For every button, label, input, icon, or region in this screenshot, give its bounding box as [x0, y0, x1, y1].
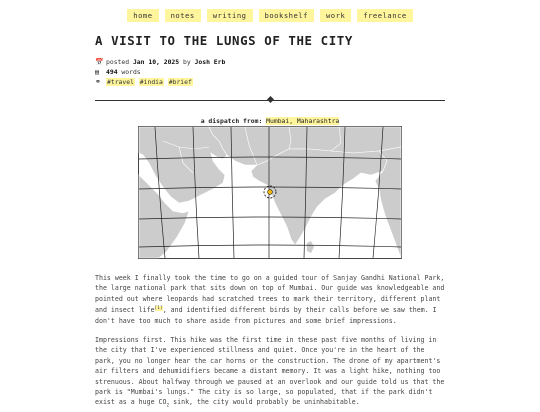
dispatch-line	[0, 117, 540, 125]
by-word: by	[182, 58, 191, 66]
nav-bookshelf[interactable]: bookshelf	[259, 9, 314, 22]
word-count-line	[95, 68, 141, 76]
p1-text-b: , and identified different birds by their calls before we saw them. I don't have too much to share aside from pictures and some brief impressions.	[95, 306, 437, 325]
nav-writing[interactable]: writing	[207, 9, 253, 22]
post-date: Jan 10, 2025	[132, 58, 180, 66]
p1-text-a: This week I finally took the time to go on a guided tour of Sanjay Gandhi National Park, the large national park that sits down on top of Mumbai. Our guide was knowledgeable and pointed out where leopards had scratched trees to mark their territory, different plant and insect life	[95, 274, 445, 315]
p2-text-a: Impressions first. This hike was the first time in these past five months of living in the city that I've experienced stillness and quiet. Once you're in the heart of the park, you no longer hear the car horns or the construction. The drone of my apartment's air filters and dehumidifiers became a distant memory. It was a light hike, nothing too strenuous. About halfway through we paused at an overlook and our guide told us that the park is "Mumbai's lungs." The city is so large, so populated, that if the park didn't exist as a huge CO	[95, 336, 445, 407]
tag-icon: ⚭	[95, 78, 101, 86]
tags-line	[95, 78, 193, 86]
posted-prefix: posted	[106, 58, 130, 66]
dispatch-label: a dispatch from:	[200, 117, 263, 125]
nav-freelance[interactable]: freelance	[357, 9, 412, 22]
co2-subscript: 2	[166, 403, 170, 409]
dispatch-location: Mumbai, Maharashtra	[266, 117, 340, 125]
document-icon: ▤	[95, 68, 100, 76]
words-label: words	[121, 68, 141, 76]
body-paragraph-2	[95, 335, 445, 412]
divider-ornament	[267, 96, 274, 103]
calendar-icon: 📅	[95, 58, 104, 66]
post-author: Josh Erb	[194, 58, 226, 66]
p2-text-b: sink, the city would probably be uninhabitable.	[169, 398, 360, 407]
word-count: 494	[106, 68, 118, 76]
tag-india[interactable]: #india	[139, 78, 163, 86]
post-date-line	[95, 58, 225, 66]
footnote-link-1[interactable]: [1]	[154, 306, 163, 312]
nav-home[interactable]: home	[127, 9, 158, 22]
location-map	[138, 126, 402, 259]
tag-brief[interactable]: #brief	[168, 78, 192, 86]
nav-notes[interactable]: notes	[165, 9, 201, 22]
map-graphic	[139, 127, 401, 258]
post-title: A VISIT TO THE LUNGS OF THE CITY	[95, 33, 353, 48]
nav-work[interactable]: work	[320, 9, 351, 22]
tag-travel[interactable]: #travel	[107, 78, 134, 86]
top-nav	[0, 9, 540, 22]
body-paragraph-1	[95, 273, 445, 326]
